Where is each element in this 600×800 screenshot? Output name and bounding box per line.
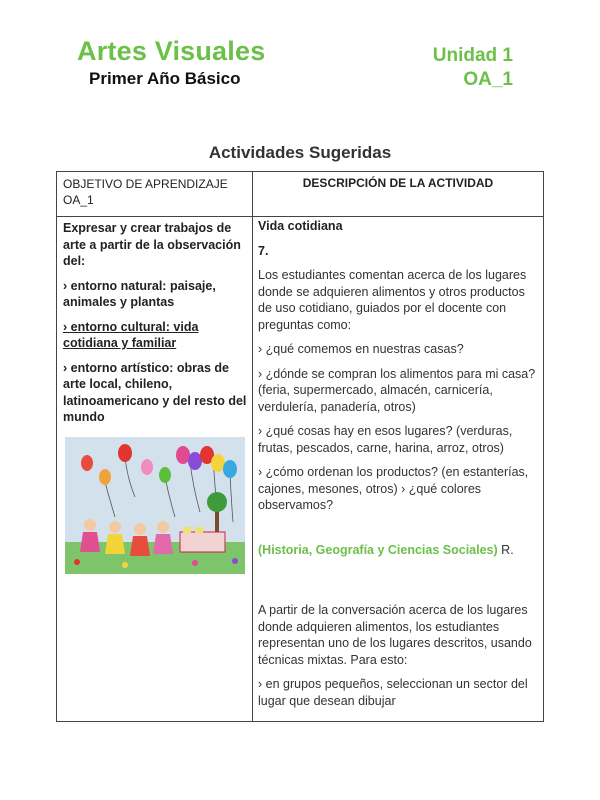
activity-paragraph-2: A partir de la conversación acerca de los lugares donde adquieren alimentos, los estudiantes representan uno de los lugares descritos, usando técnicas mixtas. Para esto: xyxy=(258,603,532,667)
drawing-illustration xyxy=(65,437,245,574)
description-column xyxy=(253,172,543,721)
section-title: Actividades Sugeridas xyxy=(208,143,392,162)
description-header-cell xyxy=(253,172,543,217)
activities-table xyxy=(56,171,544,722)
child-drawing-image xyxy=(65,437,245,574)
objective-column xyxy=(57,172,253,721)
cross-reference-subject: (Historia, Geografía y Ciencias Sociales) xyxy=(258,542,498,557)
question-2: › ¿dónde se compran los alimentos para mi casa? (feria, supermercado, almacén, carnicería, verdulería, panadería, otros) xyxy=(258,366,536,414)
objective-intro: Expresar y crear trabajos de arte a partir de la observación del: xyxy=(63,221,241,268)
activity-intro: Los estudiantes comentan acerca de los lugares donde se adquieren alimentos y otros productos de uso cotidiano, guiados por el docente con preguntas como: xyxy=(258,268,527,332)
unit-label: Unidad 1 xyxy=(432,45,513,66)
activity-step-1: › en grupos pequeños, seleccionan un sector del lugar que desean dibujar xyxy=(258,677,528,708)
question-4: › ¿cómo ordenan los productos? (en estanterías, cajones, mesones, otros) › ¿qué colores observamos? xyxy=(258,465,529,512)
document-subtitle: Primer Año Básico xyxy=(89,69,241,88)
objective-item-cultural: › entorno cultural: vida cotidiana y familiar xyxy=(63,319,199,350)
question-1: › ¿qué comemos en nuestras casas? xyxy=(258,342,464,356)
oa-label: OA_1 xyxy=(463,69,513,90)
objective-content xyxy=(63,220,249,434)
objective-item-artistic: › entorno artístico: obras de arte local, chileno, latinoamericano y del resto del mundo xyxy=(63,360,247,424)
activity-heading: Vida cotidiana xyxy=(258,219,343,233)
cross-reference xyxy=(258,542,540,559)
objective-header: OBJETIVO DE APRENDIZAJE OA_1 xyxy=(63,177,228,207)
objective-item-natural: › entorno natural: paisaje, animales y plantas xyxy=(63,278,216,309)
activity-number: 7. xyxy=(258,243,269,258)
cross-reference-suffix: R. xyxy=(497,542,514,557)
question-3: › ¿qué cosas hay en esos lugares? (verduras, frutas, pescados, carne, harina, arroz, otros) xyxy=(258,424,513,455)
document-title: Artes Visuales xyxy=(77,36,266,66)
objective-header-cell xyxy=(57,172,252,217)
description-content xyxy=(258,218,540,717)
description-header: DESCRIPCIÓN DE LA ACTIVIDAD xyxy=(302,176,494,190)
